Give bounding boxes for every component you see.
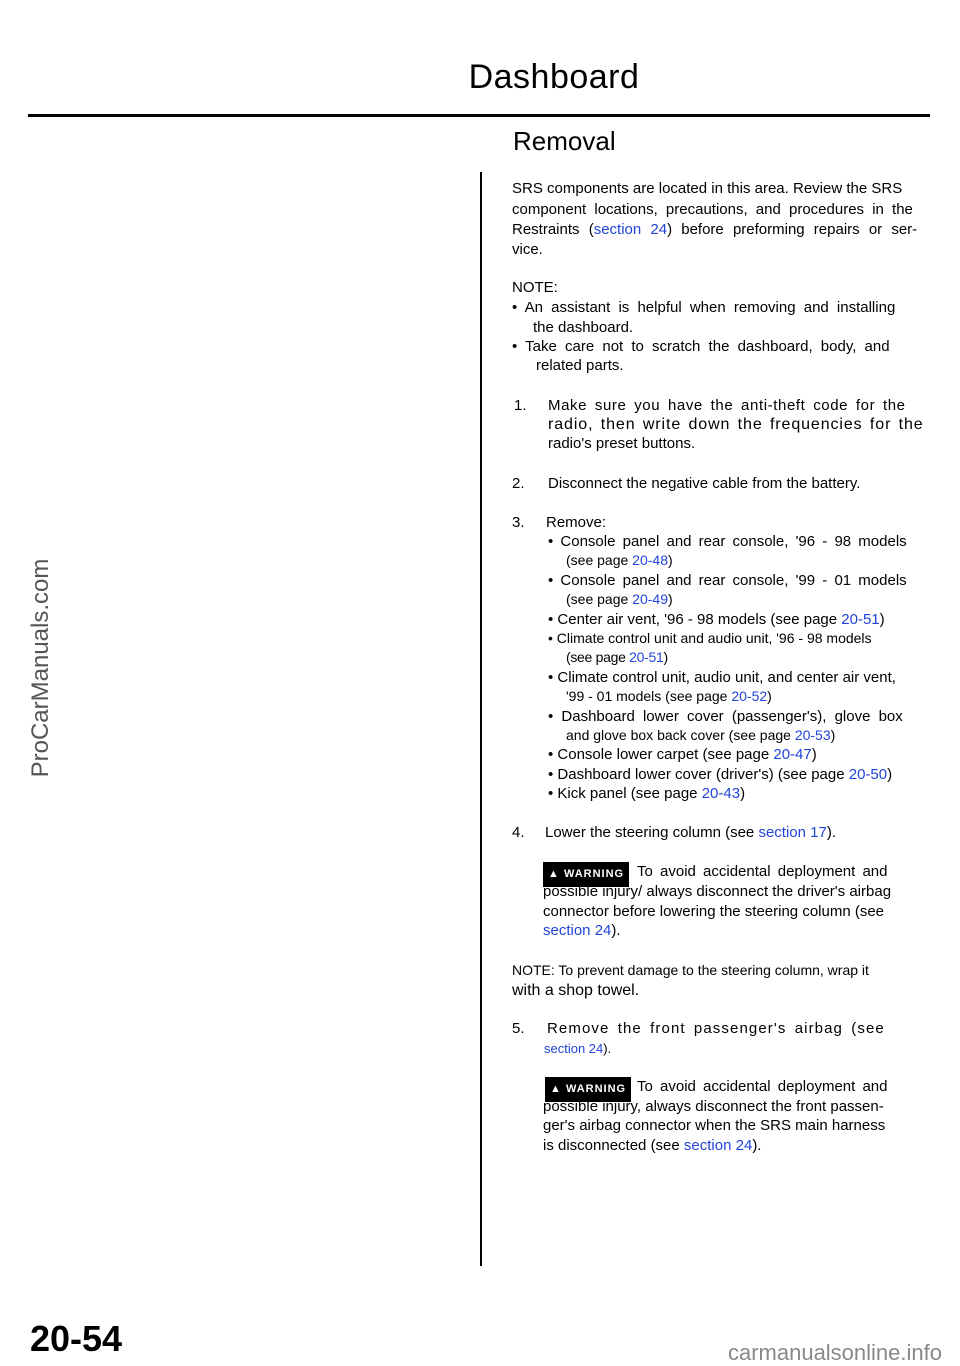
remove-item-ref (566, 551, 673, 570)
step-text (545, 823, 836, 842)
section-link[interactable]: section 24 (543, 922, 612, 939)
step-text (544, 1039, 611, 1058)
note-bullet-cont: related parts. (536, 357, 624, 374)
page-link[interactable]: 20-51 (629, 649, 664, 665)
intro-text: ) before preforming repairs or ser- (667, 221, 918, 238)
page-link[interactable]: 20-52 (731, 688, 768, 704)
title-divider (28, 114, 930, 117)
warning-text: possible injury/ always disconnect the driver's airbag (543, 883, 892, 900)
step-text: radio's preset buttons. (548, 435, 696, 452)
warning-badge-label: WARNING (563, 868, 625, 880)
warning-text: connector before lowering the steering column (see (543, 903, 885, 920)
step-text: Make sure you have the anti-theft code for the (548, 397, 906, 414)
remove-item-ref (566, 590, 673, 609)
ref-text: ) (767, 688, 772, 704)
ref-text: (see page (566, 552, 633, 568)
step-number: 4. (512, 824, 525, 841)
bottom-watermark: carmanualsonline.info (727, 1340, 942, 1365)
side-watermark: ProCarManuals.com (27, 558, 54, 778)
remove-item: • Dashboard lower cover (passenger's), glove box (548, 708, 903, 725)
page-link[interactable]: 20-53 (794, 727, 831, 743)
intro-line: SRS components are located in this area. Review the SRS (512, 180, 903, 197)
ref-text: • Center air vent, '96 - 98 models (see page (548, 611, 842, 628)
step-text-part: ). (603, 1041, 612, 1056)
ref-text: (see page (566, 649, 630, 665)
page-number: 20-54 (30, 1318, 123, 1359)
intro-line: vice. (512, 241, 543, 258)
section-title: Removal (513, 126, 616, 156)
warning-text: To avoid accidental deployment and (637, 863, 888, 880)
step-text-part: ). (826, 824, 837, 841)
section-link[interactable]: section 24 (683, 1137, 753, 1154)
warning-text-part: is disconnected (see (543, 1137, 684, 1154)
section-link[interactable]: section 24 (544, 1041, 604, 1056)
remove-item (548, 745, 817, 764)
step-number: 5. (512, 1020, 525, 1037)
intro-text: Restraints ( (512, 221, 594, 238)
page-link[interactable]: 20-51 (841, 611, 880, 628)
warning-icon: ▲ (548, 868, 560, 880)
remove-item (548, 784, 745, 803)
ref-text: ) (887, 766, 893, 783)
page-link[interactable]: 20-50 (848, 766, 888, 783)
note-text: with a shop towel. (512, 982, 640, 999)
ref-text: ) (667, 552, 673, 568)
warning-text: ger's airbag connector when the SRS main harness (543, 1117, 886, 1134)
page-link[interactable]: 20-47 (773, 746, 812, 763)
ref-text: ) (663, 649, 668, 665)
note-bullet-cont: the dashboard. (533, 319, 634, 336)
warning-text: To avoid accidental deployment and (637, 1078, 888, 1095)
note-bullet: • Take care not to scratch the dashboard, body, and (512, 338, 890, 355)
section-link[interactable]: section 17 (758, 824, 827, 841)
step-number: 3. (512, 514, 525, 531)
ref-text: ) (811, 746, 817, 763)
warning-text-part: ). (752, 1137, 762, 1154)
page-link[interactable]: 20-49 (632, 591, 668, 607)
note-text: NOTE: To prevent damage to the steering column, wrap it (512, 962, 869, 978)
page-title: Dashboard (468, 58, 640, 96)
step-text: Disconnect the negative cable from the battery. (548, 475, 861, 492)
intro-line: component locations, precautions, and procedures in the (512, 201, 913, 218)
note-label: NOTE: (512, 279, 558, 296)
step-text-part: Lower the steering column (see (545, 824, 759, 841)
ref-text: • Kick panel (see page (548, 785, 702, 802)
step-text: radio, then write down the frequencies for the (548, 416, 924, 433)
ref-text: ) (879, 611, 885, 628)
step-text: Remove the front passenger's airbag (see (547, 1020, 885, 1037)
warning-text: possible injury, always disconnect the front passen- (543, 1098, 884, 1115)
warning-icon: ▲ (550, 1083, 562, 1095)
section-link[interactable]: section 24 (593, 221, 668, 238)
remove-item (548, 765, 892, 784)
ref-text: (see page (566, 591, 633, 607)
remove-item-ref (566, 726, 835, 745)
warning-text-part: ). (611, 922, 621, 939)
ref-text: and glove box back cover (see page (566, 727, 795, 743)
warning-text (543, 1136, 761, 1155)
remove-item: • Console panel and rear console, '99 - 01 models (548, 572, 907, 589)
column-divider (480, 172, 482, 1266)
remove-item: • Console panel and rear console, '96 - 98 models (548, 533, 907, 550)
remove-item-ref (566, 648, 668, 667)
remove-item: • Climate control unit, audio unit, and center air vent, (548, 669, 896, 686)
remove-item-ref (566, 687, 772, 706)
page-link[interactable]: 20-48 (632, 552, 668, 568)
ref-text: '99 - 01 models (see page (566, 688, 732, 704)
ref-text: ) (740, 785, 746, 802)
intro-line (512, 220, 917, 239)
page-link[interactable]: 20-43 (701, 785, 741, 802)
step-number: 1. (514, 397, 527, 414)
remove-item (548, 610, 885, 629)
ref-text: ) (830, 727, 836, 743)
ref-text: ) (667, 591, 673, 607)
step-text: Remove: (546, 514, 607, 531)
step-number: 2. (512, 475, 525, 492)
remove-item: • Climate control unit and audio unit, '96 - 98 models (548, 630, 872, 646)
ref-text: • Console lower carpet (see page (548, 746, 774, 763)
ref-text: • Dashboard lower cover (driver's) (see page (548, 766, 849, 783)
warning-text (543, 921, 621, 940)
warning-badge-label: WARNING (565, 1083, 627, 1095)
note-bullet: • An assistant is helpful when removing and installing (512, 299, 896, 316)
